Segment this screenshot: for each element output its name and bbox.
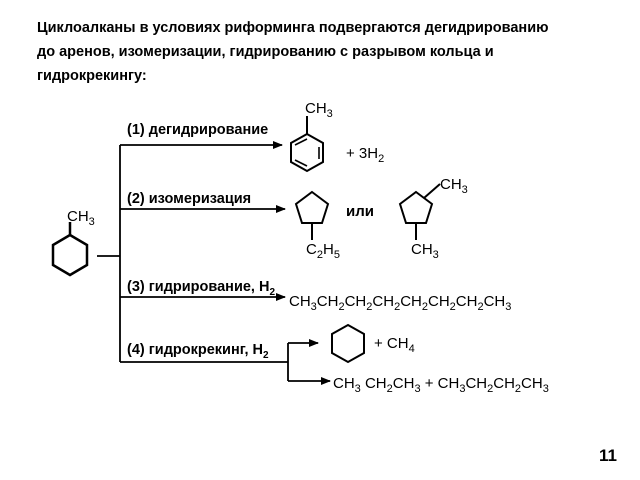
branch-2-label: (2) изомеризация bbox=[127, 191, 252, 207]
methane-formula: + $CH_4$ bbox=[374, 335, 415, 355]
cracking-products-formula: $CH_3$ $CH_2CH_3 + CH_3CH_2CH_2CH_3$ bbox=[333, 375, 549, 395]
ethylcyclopentane-molecule bbox=[296, 192, 340, 261]
ethyl-substituent: $C_2H_5$ bbox=[306, 241, 340, 261]
methyl-substituent-top: $CH_3$ bbox=[440, 176, 468, 196]
octane-formula: $CH_3CH_2CH_2CH_2CH_2CH_2CH_2CH_3$ bbox=[289, 293, 512, 313]
intro-line-2: до аренов, изомеризации, гидрированию с разрывом кольца и bbox=[37, 44, 494, 60]
intro-line-1: Циклоалканы в условиях риформинга подвергаются дегидрированию bbox=[37, 20, 549, 36]
start-substituent: $CH_3$ bbox=[67, 208, 95, 228]
methylcyclohexane-molecule bbox=[53, 208, 95, 275]
branch-1-hydrogen: + $3H_2$ bbox=[346, 145, 385, 165]
branch-1-label: (1) дегидрирование bbox=[127, 122, 269, 138]
dimethylcyclopentane-molecule bbox=[400, 176, 468, 261]
cyclohexane-molecule bbox=[332, 325, 364, 362]
page-number: 11 bbox=[599, 446, 617, 465]
toluene-substituent: $CH_3$ bbox=[305, 100, 333, 120]
methyl-substituent-bottom: $CH_3$ bbox=[411, 241, 439, 261]
toluene-molecule bbox=[291, 100, 333, 171]
or-label: или bbox=[346, 203, 374, 220]
branch-3-label: (3) гидрирование, $H_2$ bbox=[127, 279, 276, 298]
branch-4-label: (4) гидрокрекинг, $H_2$ bbox=[127, 342, 269, 361]
intro-line-3: гидрокрекингу: bbox=[37, 68, 147, 84]
